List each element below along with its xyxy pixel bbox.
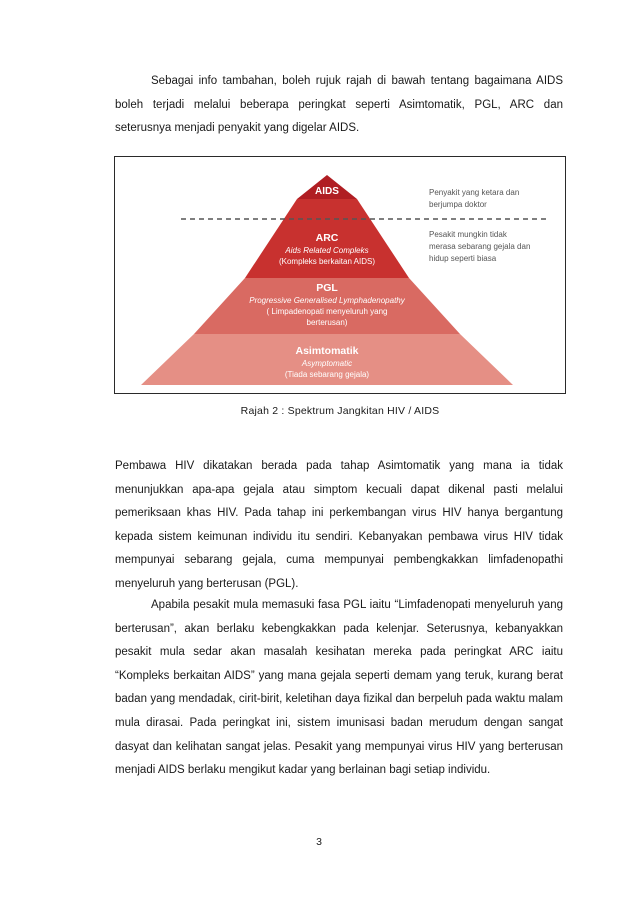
tier-arc-note: (Kompleks berkaitan AIDS) — [278, 257, 376, 266]
hiv-spectrum-figure — [114, 156, 566, 394]
page-number: 3 — [316, 836, 322, 848]
paragraph-intro — [115, 70, 563, 141]
paragraph-intro-text: Sebagai info tambahan, boleh rujuk rajah di bawah tentang bagaimana AIDS boleh terjadi melalui beberapa peringkat seperti Asimtomatik, PGL, ARC dan seterusnya menjadi penyakit yang digelar AIDS. — [115, 75, 563, 135]
side-note-bottom-line2: merasa sebarang gejala dan — [429, 242, 531, 251]
tier-pgl-note-line2: berterusan) — [306, 318, 348, 327]
side-note-top-line1: Penyakit yang ketara dan — [429, 188, 520, 197]
tier-arc-title: ARC — [315, 232, 339, 244]
side-note-bottom-line1: Pesakit mungkin tidak — [429, 230, 507, 239]
tier-asimtomatik-note: (Tiada sebarang gejala) — [284, 370, 370, 379]
tier-pgl-title: PGL — [316, 282, 338, 294]
tier-pgl-subtitle: Progressive Generalised Lymphadenopathy — [249, 296, 405, 305]
paragraph-pgl-arc — [115, 594, 563, 783]
figure-caption: Rajah 2 : Spektrum Jangkitan HIV / AIDS — [240, 405, 440, 417]
side-note-top-line2: berjumpa doktor — [429, 200, 487, 209]
pyramid-diagram — [115, 157, 565, 393]
tier-aids-title: AIDS — [315, 186, 339, 197]
tier-asimtomatik-title: Asimtomatik — [295, 345, 359, 357]
paragraph-pgl-arc-text: Apabila pesakit mula memasuki fasa PGL iaitu “Limfadenopati menyeluruh yang berterusan”, akan berlaku kebengkakkan pada kelenjar. Seterusnya, kebanyakkan pesakit mula sedar akan masalah kesihatan mereka pada peringkat ARC iaitu “Kompleks berkaitan AIDS” yang mana gejala seperti demam yang teruk, kurang berat badan yang mendadak, cirit-birit, keletihan daya fizikal dan berpeluh pada waktu malam mula dirasai. Pada peringkat ini, sistem imunisasi badan merudum dengan sangat dasyat dan kelihatan sangat jelas. Pesakit yang mempunyai virus HIV yang berterusan menjadi AIDS berlaku mengikut kadar yang berlainan bagi setiap individu. — [115, 599, 563, 777]
paragraph-asimtomatik-text: Pembawa HIV dikatakan berada pada tahap Asimtomatik yang mana ia tidak menunjukkan apa-apa gejala atau simptom kecuali dapat dikenal pasti melalui pemeriksaan khas HIV. Pada tahap ini perkembangan virus HIV hanya bergantung kepada sistem keimunan individu itu sendiri. Kebanyakan pembawa virus HIV tidak mempunyai sebarang gejala, cuma mempunyai pembengkakkan limfadenopathi menyeluruh yang berterusan (PGL). — [115, 460, 563, 590]
tier-asimtomatik-subtitle: Asymptomatic — [301, 359, 353, 368]
tier-arc-subtitle: Aids Related Compleks — [285, 246, 369, 255]
paragraph-asimtomatik — [115, 455, 563, 597]
side-note-bottom-line3: hidup seperti biasa — [429, 254, 497, 263]
tier-pgl-note-line1: ( Limpadenopati menyeluruh yang — [266, 307, 388, 316]
